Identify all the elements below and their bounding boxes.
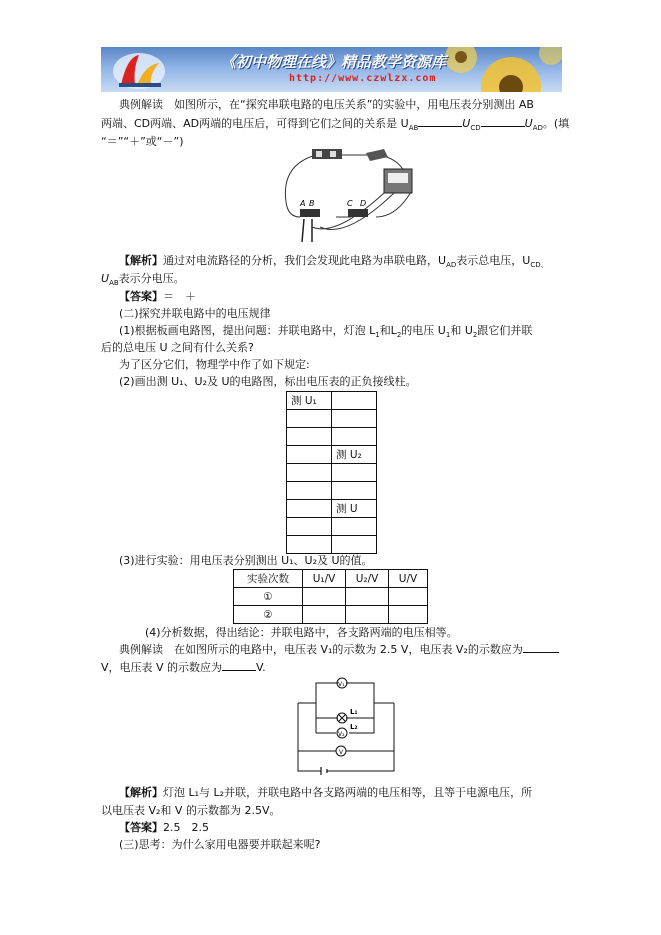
banner-url[interactable]: http://www.czwlzx.com [289,73,437,84]
section2-step1: (1)根据板画电路图，提出问题：并联电路中，灯泡 $L_1$和$L_2$的电压 $U_1$和 $U_2$跟它们并联 [119,324,533,340]
answer-blank[interactable] [418,116,462,127]
table-row [234,588,428,606]
example1-line1: 典例解读 如图所示，在“探究串联电路的电压关系”的实验中，用电压表分别测出 AB [119,98,534,111]
cell-measure-u: 测 U [332,500,377,518]
table-row [287,392,377,410]
voltmeter-v2-label: V₂ [338,731,345,738]
cell-measure-u1: 测 U₁ [287,392,332,410]
header-banner [101,47,562,92]
parallel-circuit-figure [294,673,399,778]
cell-measure-u2: 测 U₂ [332,446,377,464]
circuit-drawing-table [286,391,377,554]
table-row [287,464,377,482]
analysis1-line2: $U_{AB}$表示分电压。 [101,272,185,288]
table-row [287,500,377,518]
header-u1: U₁/V [303,570,346,588]
section3-heading: (三)思考：为什么家用电器要并联起来呢? [119,838,321,851]
header-u2: U₂/V [346,570,389,588]
example1-line2: 两端、CD两端、AD两端的电压后，可得到它们之间的关系是 $U_{AB}$ $U_{CD}$ $U_{AD}$。(填 [101,117,570,133]
step3: (3)进行实验：用电压表分别测出 U₁、U₂及 U的值。 [119,554,373,567]
example2-line2: V，电压表 V 的示数应为 V. [101,661,266,674]
section2-heading: (二)探究并联电路中的电压规律 [119,307,271,320]
analysis1-line1: 【解析】通过对电流路径的分析，我们会发现此电路为串联电路，$U_{AD}$表示总电压，$U_{CD、}$ [119,254,548,270]
table-row [287,410,377,428]
analysis2-line2: 以电压表 V₂和 V 的示数都为 2.5V。 [101,804,281,817]
table-header-row [234,570,428,588]
banner-title: 《初中物理在线》精品教学资源库 [221,53,447,71]
row-label: ② [234,606,303,624]
answer1: 【答案】＝ ＋ [119,290,196,303]
lamp-l2-label: L₂ [350,723,358,731]
table-row [287,446,377,464]
table-row [287,428,377,446]
lamp-l1-label: L₁ [350,708,358,716]
header-trial: 实验次数 [234,570,303,588]
analysis2-line1: 【解析】灯泡 L₁与 L₂并联，并联电路中各支路两端的电压相等，且等于电源电压，所 [119,786,533,799]
answer-blank[interactable] [222,660,256,671]
voltmeter-v-label: V [339,749,344,756]
header-u: U/V [389,570,428,588]
experiment-table [233,569,428,624]
terminal-a-label: A [300,199,306,208]
site-logo-icon [109,49,169,91]
section2-step1-line2: 后的总电压 U 之间有什么关系? [101,341,254,354]
voltmeter-v1-label: V₁ [338,681,345,688]
example2-line1: 典例解读 在如图所示的电路中，电压表 V₁的示数为 2.5 V，电压表 V₂的示数应为 [119,642,559,657]
answer-blank[interactable] [523,642,559,653]
answer2: 【答案】2.5 2.5 [119,821,209,834]
table-row [234,606,428,624]
series-circuit-figure [276,147,416,247]
row-label: ① [234,588,303,606]
table-row [287,482,377,500]
terminal-b-label: B [309,199,315,208]
section2-note: 为了区分它们，物理学中作了如下规定: [119,358,310,371]
table-row [287,518,377,536]
terminal-d-label: D [360,199,367,208]
table-row [287,536,377,554]
terminal-c-label: C [347,199,353,208]
step4: (4)分析数据，得出结论：并联电路中，各支路两端的电压相等。 [145,626,458,639]
answer-blank[interactable] [481,116,525,127]
example1-line3: “＝”“＋”或“－”) [101,135,184,148]
section2-step2: (2)画出测 U₁、U₂及 U的电路图，标出电压表的正负接线柱。 [119,375,417,388]
